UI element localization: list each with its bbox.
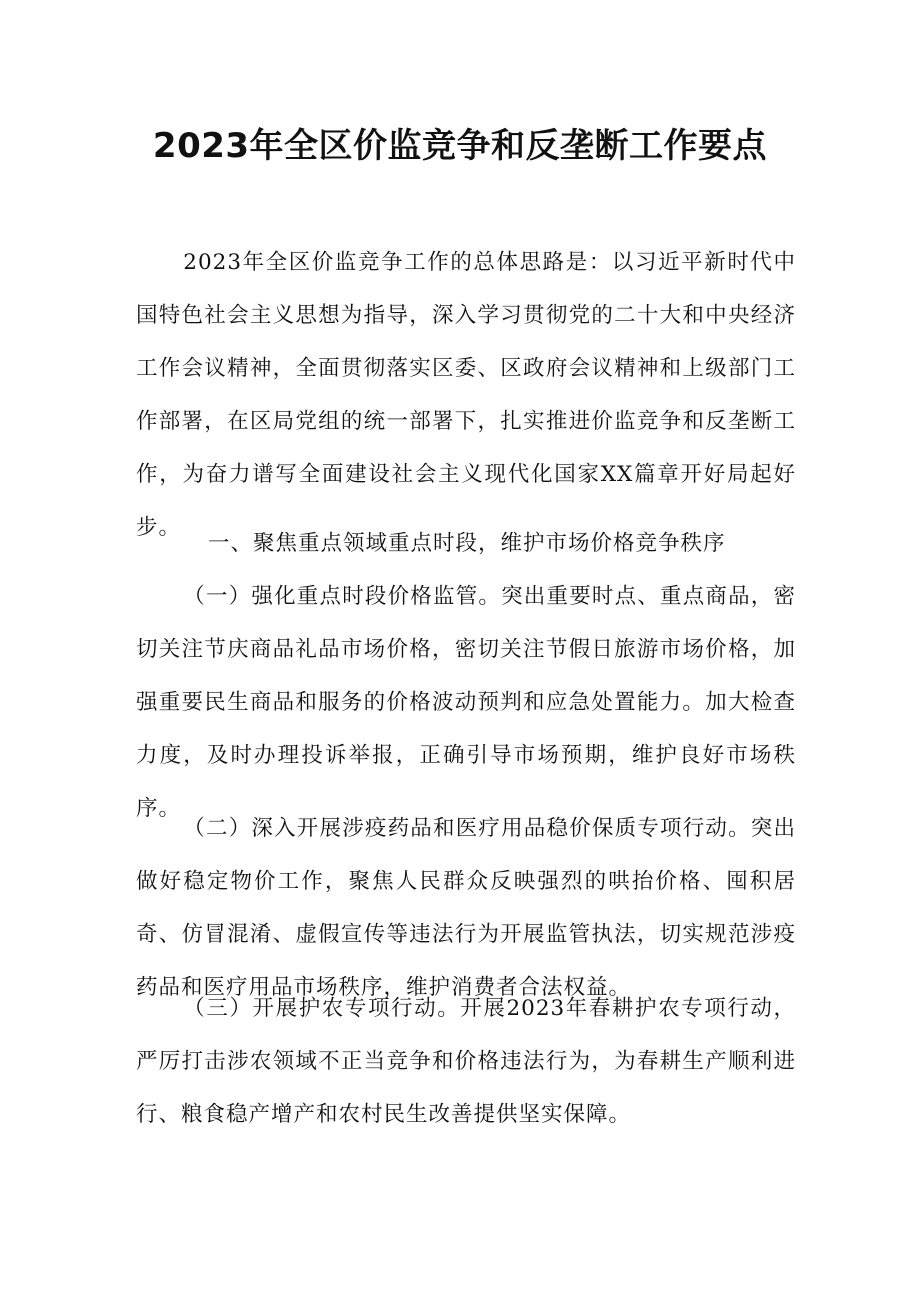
document-title: 2023年全区价监竞争和反垄断工作要点 [152, 126, 768, 166]
paragraph-item-1: （一）强化重点时段价格监管。突出重要时点、重点商品，密切关注节庆商品礼品市场价格，密切关注节假日旅游市场价格，加强重要民生商品和服务的价格波动预判和应急处置能力。加大检查力度，及时办理投诉举报，正确引导市场预期，维护良好市场秩序。 [136, 584, 796, 821]
paragraph-item-2: （二）深入开展涉疫药品和医疗用品稳价保质专项行动。突出做好稳定物价工作，聚焦人民群众反映强烈的哄抬价格、囤积居奇、仿冒混淆、虚假宣传等违法行为开展监管执法，切实规范涉疫药品和医疗用品市场秩序，维护消费者合法权益。 [136, 816, 796, 1000]
intro-paragraph: 2023年全区价监竞争工作的总体思路是：以习近平新时代中国特色社会主义思想为指导，深入学习贯彻党的二十大和中央经济工作会议精神，全面贯彻落实区委、区政府会议精神和上级部门工作部署，在区局党组的统一部署下，扎实推进价监竞争和反垄断工作，为奋力谱写全面建设社会主义现代化国家XX篇章开好局起好步。 [136, 250, 796, 540]
section-heading-1: 一、聚焦重点领域重点时段，维护市场价格竞争秩序 [208, 531, 726, 556]
paragraph-item-3: （三）开展护农专项行动。开展2023年春耕护农专项行动，严厉打击涉农领域不正当竞争和价格违法行为，为春耕生产顺利进行、粮食稳产增产和农村民生改善提供坚实保障。 [136, 996, 796, 1127]
